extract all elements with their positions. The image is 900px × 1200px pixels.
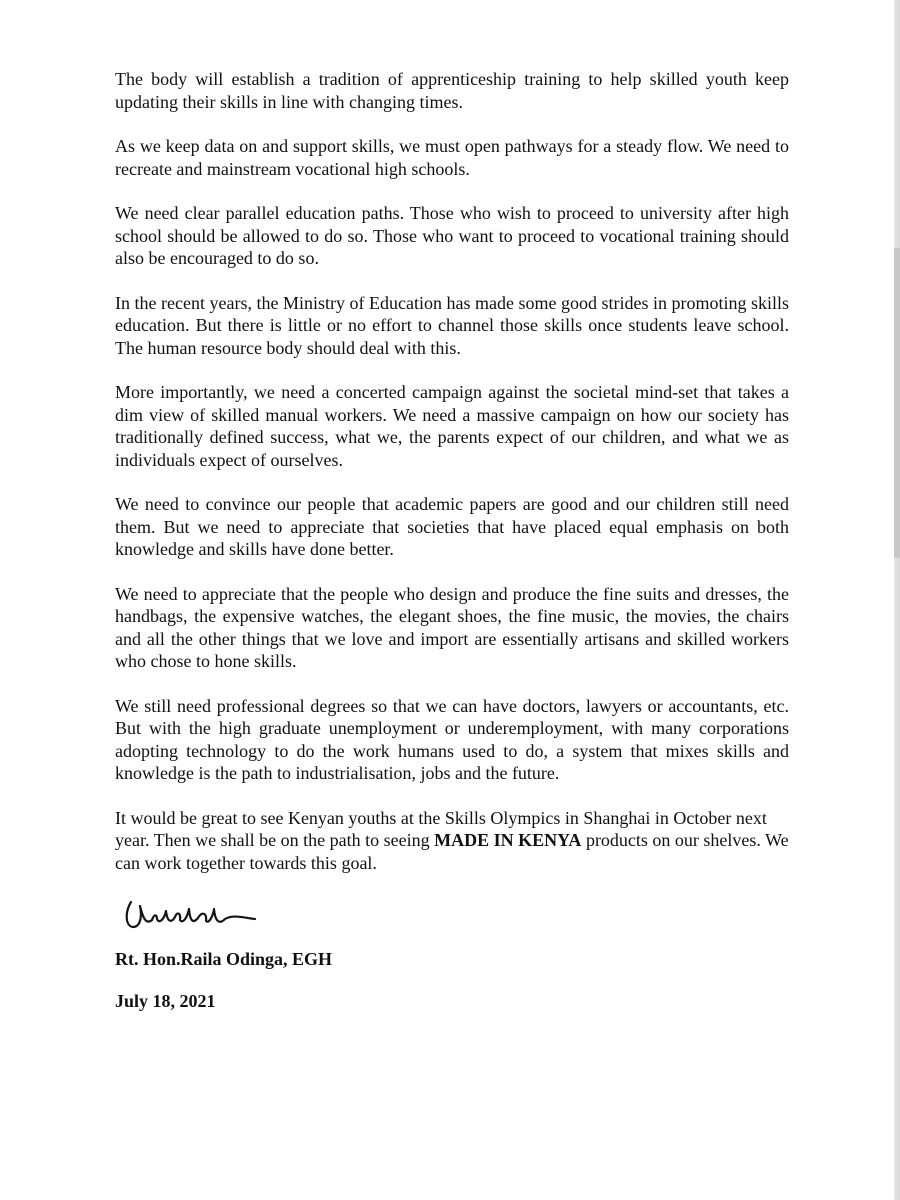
- made-in-kenya-emphasis: MADE IN KENYA: [434, 830, 582, 850]
- paragraph-pathways: As we keep data on and support skills, we must open pathways for a steady flow. We need to recreate and mainstream vocational high schools.: [115, 136, 789, 179]
- closing-text-start: It would be great to see Kenyan youths at the Skills Olympics in Shanghai in October next year. Then we shall be on the path to seeing: [115, 807, 767, 850]
- page-edge: [894, 0, 900, 1200]
- letter-date: July 18, 2021: [115, 991, 216, 1011]
- paragraph-ministry: In the recent years, the Ministry of Education has made some good strides in promoting skills education. But there is little or no effort to channel those skills once students leave school. The human resource body should deal with this.: [115, 292, 789, 358]
- letter-body: [115, 68, 789, 1012]
- signatory-name: Rt. Hon.Raila Odinga, EGH: [115, 949, 333, 969]
- paragraph-apprenticeship: The body will establish a tradition of apprenticeship training to help skilled youth keep updating their skills in line with changing times.: [115, 69, 789, 112]
- paragraph-professional-degrees: We still need professional degrees so that we can have doctors, lawyers or accountants, etc. But with the high graduate unemployment or underemployment, with many corporations adopting technology to do the work humans used to do, a system that mixes skills and knowledge is the path to industrialisation, jobs and the future.: [115, 695, 789, 783]
- paragraph-academic-papers: We need to convince our people that academic papers are good and our children still need them. But we need to appreciate that societies that have placed equal emphasis on both knowledge and skills have done better.: [115, 494, 789, 559]
- paragraph-artisans: We need to appreciate that the people who design and produce the fine suits and dresses, the handbags, the expensive watches, the elegant shoes, the fine music, the movies, the chairs and all the other things that we love and import are essentially artisans and skilled workers who chose to hone skills.: [115, 583, 789, 671]
- paragraph-campaign: More importantly, we need a concerted campaign against the societal mind-set that takes a dim view of skilled manual workers. We need a massive campaign on how our society has traditionally defined success, what we, the parents expect of our children, and what we as individuals expect of ourselves.: [115, 382, 789, 470]
- paragraph-parallel-paths: We need clear parallel education paths. Those who wish to proceed to university after high school should be allowed to do so. Those who want to proceed to vocational training should also be encouraged to do so.: [115, 203, 789, 268]
- paragraph-closing: [115, 807, 789, 875]
- signature-image: [121, 896, 261, 936]
- page-edge-mark: [894, 248, 900, 558]
- closing-text-end: products on our shelves. We can work together towards this goal.: [115, 830, 789, 873]
